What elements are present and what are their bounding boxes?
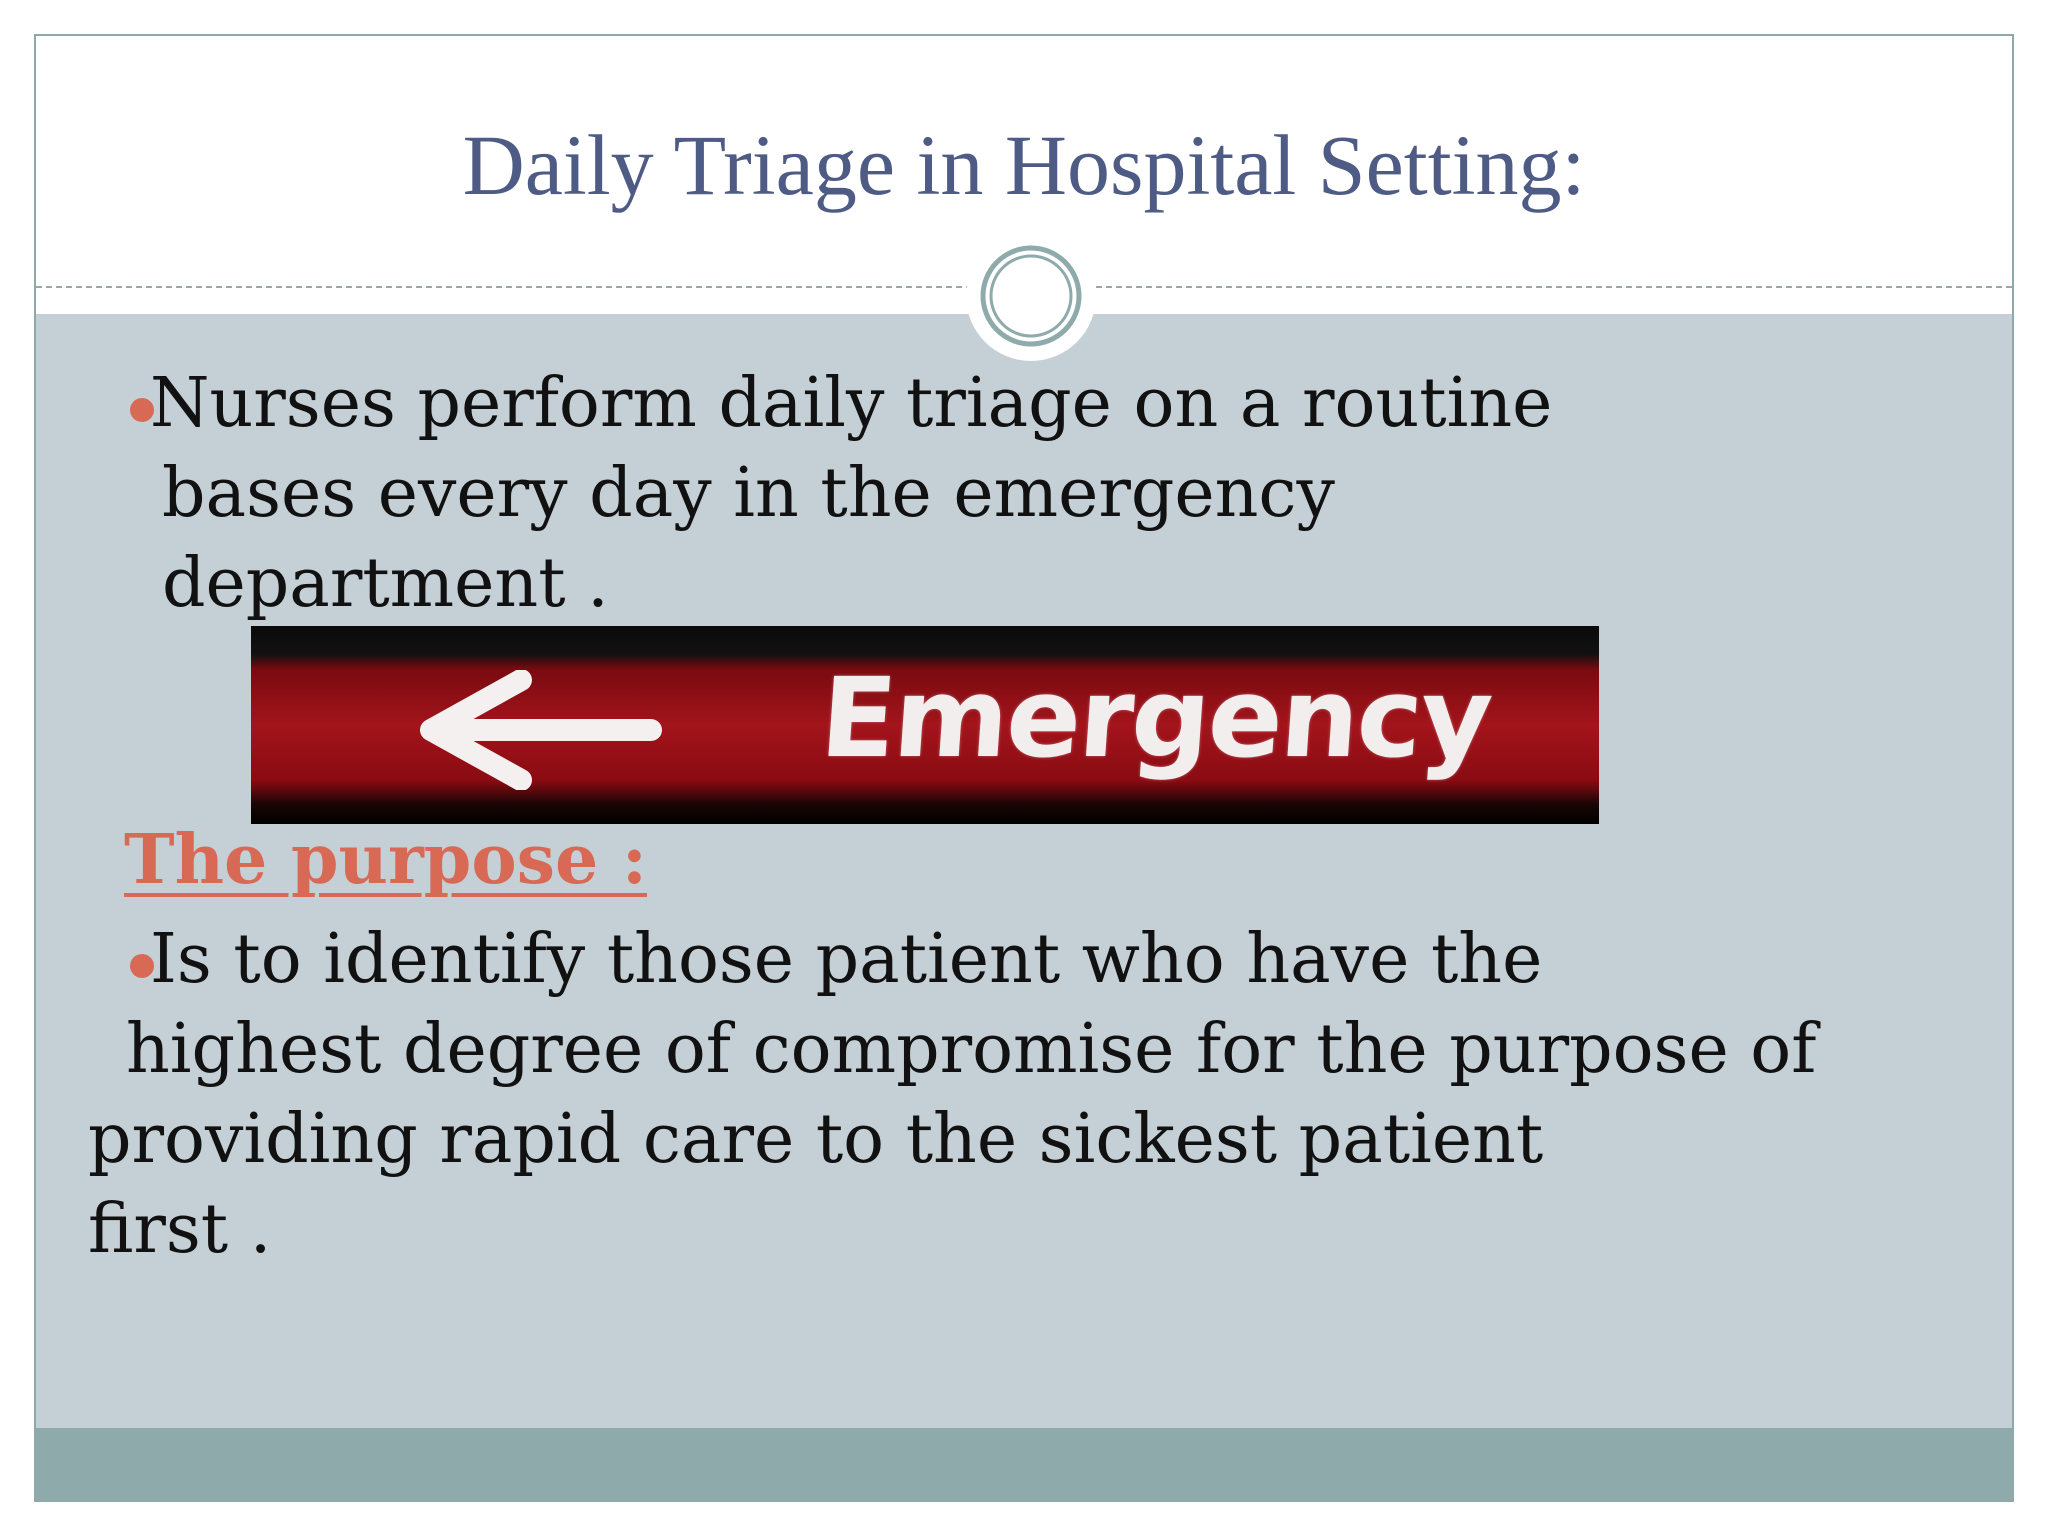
- circle-ornament-icon: [979, 244, 1083, 348]
- bullet2-line4: first .: [88, 1190, 272, 1269]
- bullet1-line3: department .: [162, 544, 609, 623]
- bullet1-line2: bases every day in the emergency: [162, 454, 1335, 533]
- slide-title: Daily Triage in Hospital Setting:: [462, 117, 1586, 213]
- bullet2-line1: Is to identify those patient who have the: [150, 920, 1543, 999]
- emergency-sign-text: Emergency: [816, 654, 1495, 782]
- slide: [34, 34, 2014, 1502]
- footer-bar: [36, 1428, 2012, 1500]
- left-arrow-icon: [371, 670, 671, 790]
- bullet2-line3: providing rapid care to the sickest patient: [88, 1100, 1544, 1179]
- bullet2-line2: highest degree of compromise for the purpose of: [126, 1010, 1817, 1089]
- purpose-heading: The purpose :: [124, 820, 648, 900]
- bullet1-line1: Nurses perform daily triage on a routine: [150, 364, 1553, 443]
- emergency-sign-image: [251, 626, 1599, 824]
